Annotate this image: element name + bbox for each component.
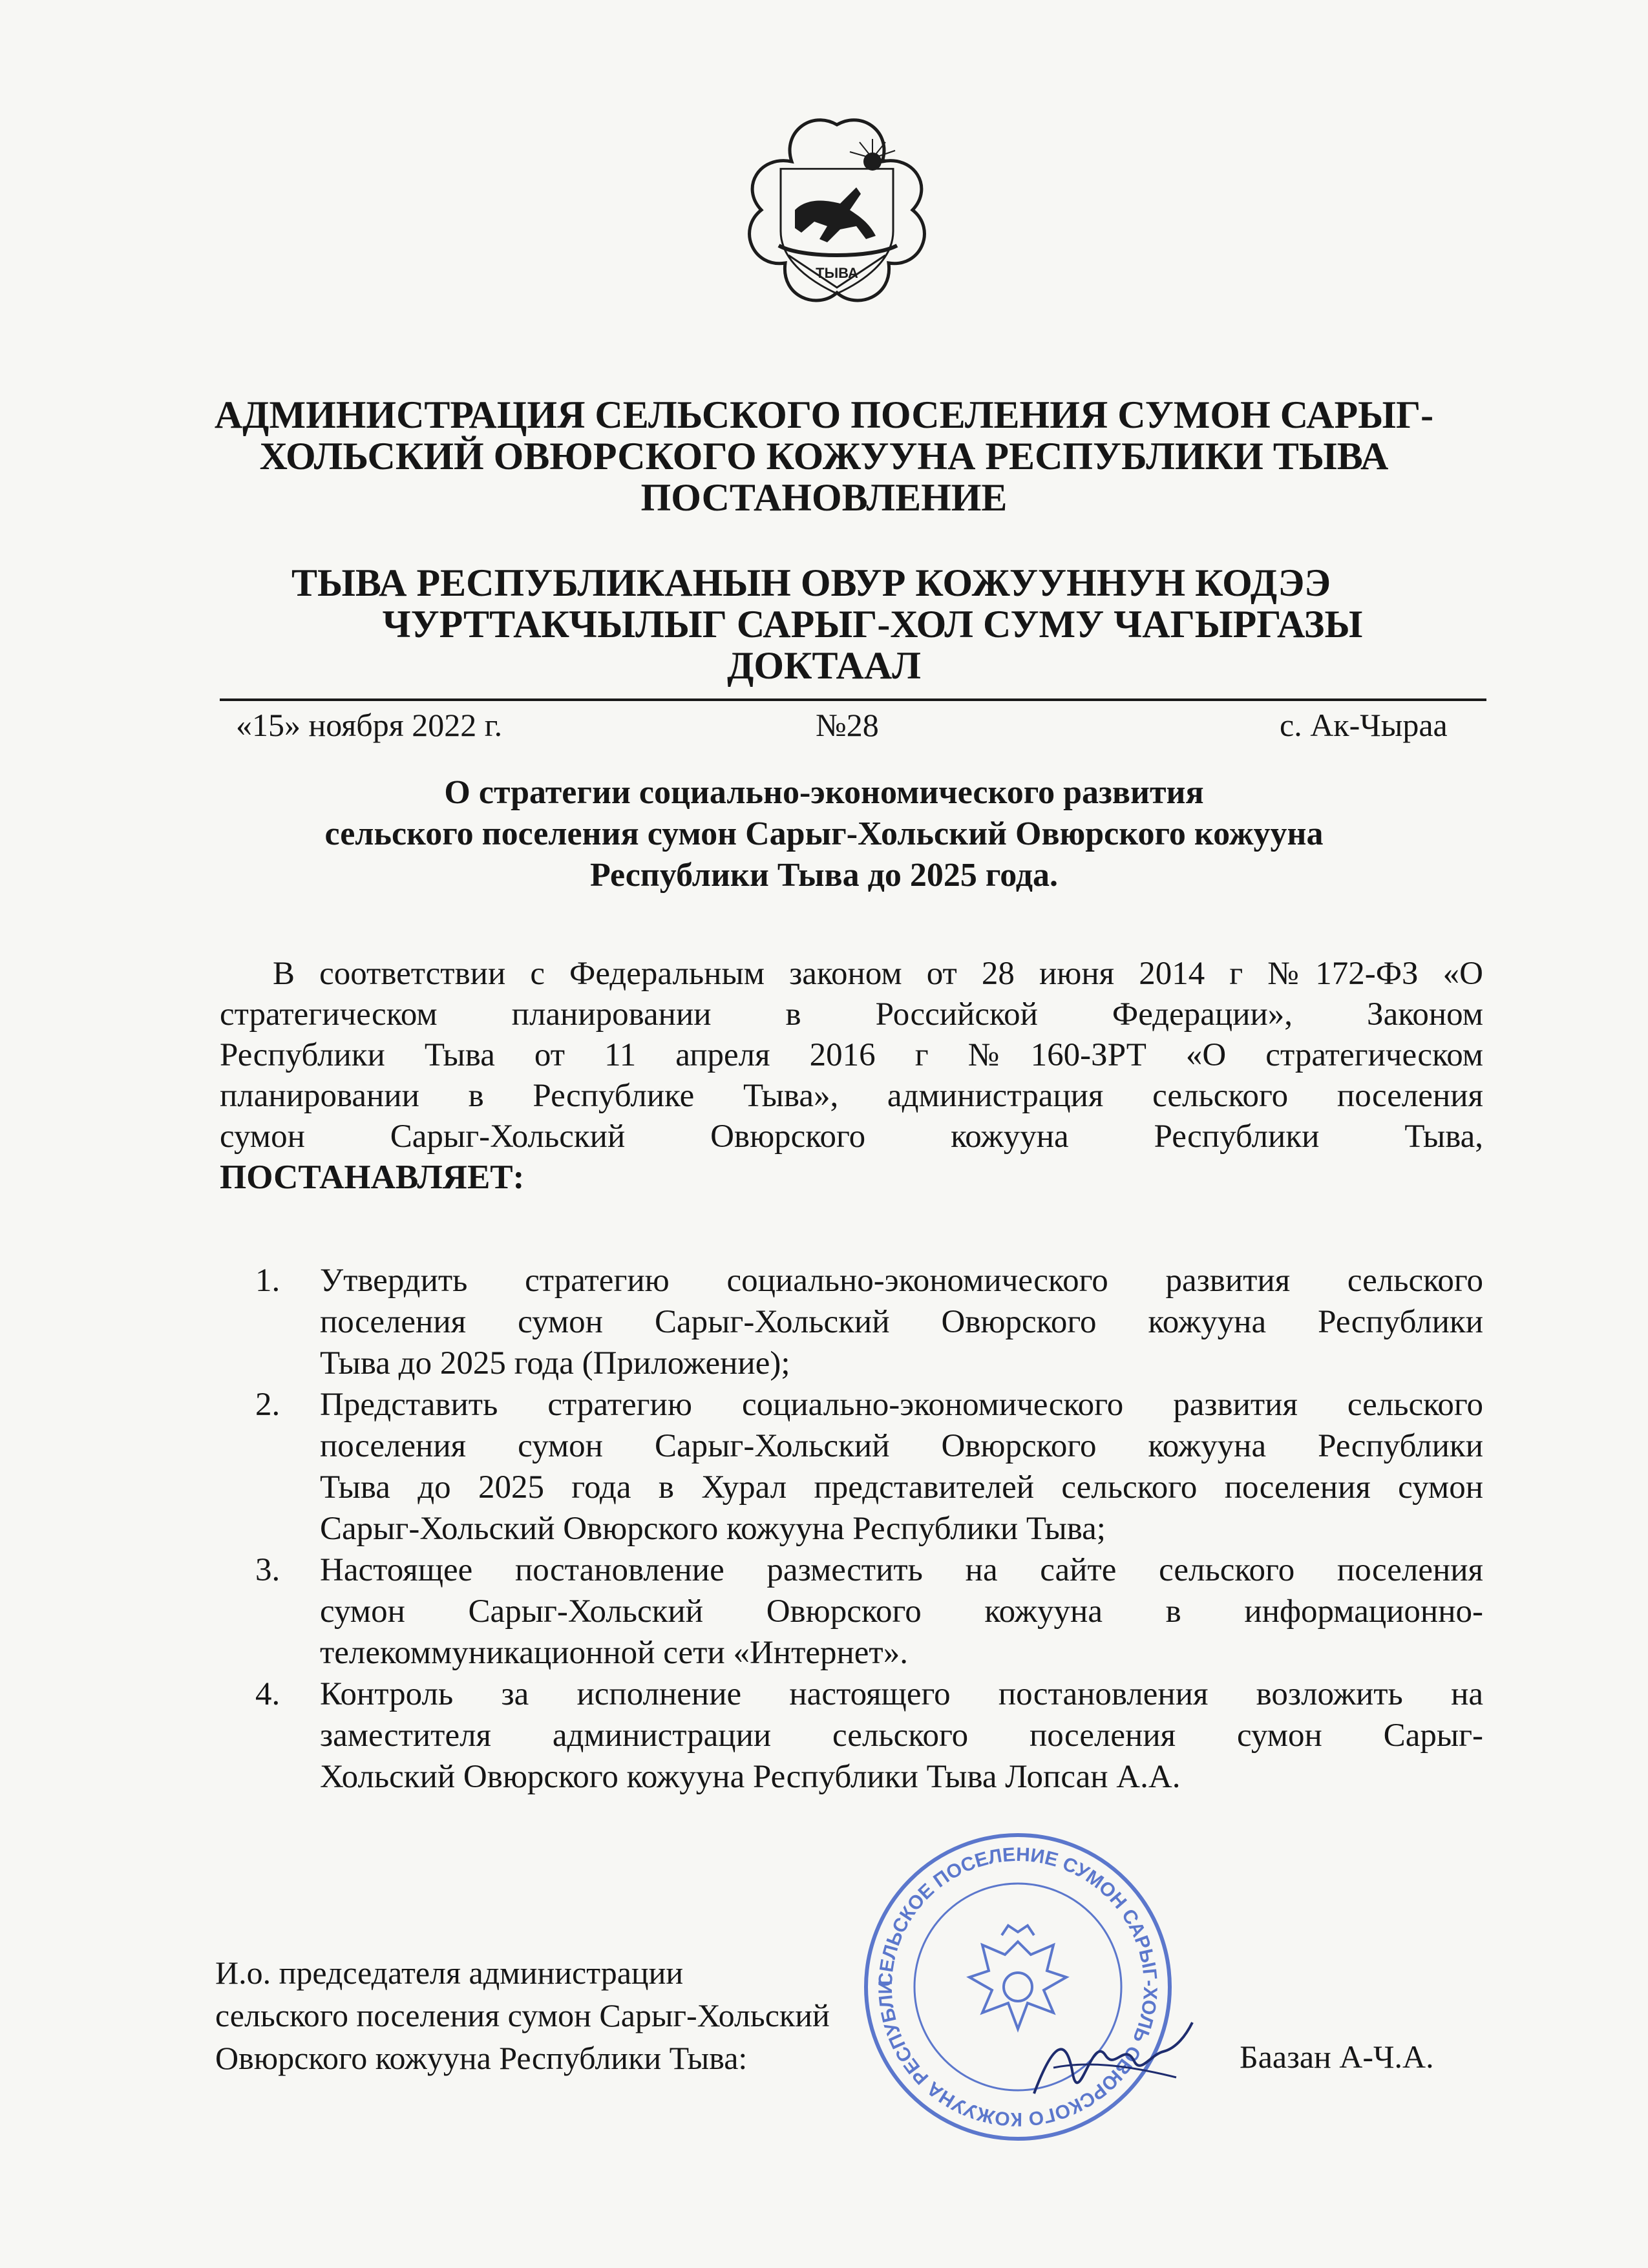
title-line: О стратегии социально-экономического развития <box>444 774 1204 811</box>
document-place: с. Ак-Чыраа <box>1280 707 1448 743</box>
header-divider <box>220 698 1486 701</box>
list-item <box>255 1549 1483 1674</box>
list-item-line: Тыва до 2025 года в Хурал представителей сельского поселения сумон <box>320 1469 1483 1506</box>
list-item-line: Утвердить стратегию социально-экономического развития сельского <box>320 1263 1483 1299</box>
title-line: Республики Тыва до 2025 года. <box>589 857 1059 894</box>
signer-title-line: сельского поселения сумон Сарыг-Хольский <box>215 1997 830 2033</box>
document-date: «15» ноября 2022 г. <box>236 707 503 743</box>
russian-eagle-icon <box>969 1926 1066 2029</box>
list-item-number: 4. <box>255 1676 280 1712</box>
signer-title-line: Овюрского кожууна Республики Тыва: <box>215 2040 748 2076</box>
signer-title-line: И.о. председателя администрации <box>215 1955 684 1991</box>
header-ru <box>194 394 1454 518</box>
list-item-number: 1. <box>255 1263 280 1299</box>
list-item-line: Настоящее постановление разместить на сайте сельского поселения <box>320 1552 1483 1588</box>
document-title <box>194 772 1454 896</box>
stamp-text: СЕЛЬСКОЕ ПОСЕЛЕНИЕ СУМОН САРЫГ-ХОЛЬ ОВЮРСКОГО КОЖУУНА РЕСПУБЛИ <box>874 1843 1161 2130</box>
list-item-line: Представить стратегию социально-экономического развития сельского <box>320 1387 1483 1423</box>
list-item <box>255 1260 1483 1384</box>
signature-block <box>215 1951 830 2079</box>
list-item-number: 3. <box>255 1552 280 1588</box>
header-ru-doc-type: ПОСТАНОВЛЕНИЕ <box>640 476 1008 519</box>
intro-line: планировании в Республике Тыва», администрация сельского поселения <box>220 1078 1483 1114</box>
header-ty-doc-type: ДОКТААЛ <box>727 644 921 687</box>
list-item-line: поселения сумон Сарыг-Хольский Овюрского кожууна Республики <box>320 1428 1483 1464</box>
intro-paragraph <box>220 954 1483 1199</box>
list-item-line: сумон Сарыг-Хольский Овюрского кожууна в информационно- <box>320 1593 1483 1630</box>
list-item-line: Контроль за исполнение настоящего постановления возложить на <box>320 1676 1483 1712</box>
header-ty-line: ТЫВА РЕСПУБЛИКАНЫН ОВУР КОЖУУННУН КОДЭЭ <box>291 562 1331 604</box>
list-item-line: Хольский Овюрского кожууна Республики Тыва Лопсан А.А. <box>320 1759 1181 1795</box>
intro-decree-line <box>220 1157 1483 1199</box>
header-ru-line: АДМИНИСТРАЦИЯ СЕЛЬСКОГО ПОСЕЛЕНИЯ СУМОН САРЫГ- <box>214 394 1434 436</box>
list-item-number: 2. <box>255 1387 280 1423</box>
intro-line: Республики Тыва от 11 апреля 2016 г №160-ЗРТ «О стратегическом <box>220 1037 1483 1073</box>
list-item-line: телекоммуникационной сети «Интернет». <box>320 1635 908 1671</box>
intro-line: сумон Сарыг-Хольский Овюрского кожууна Республики Тыва, <box>220 1118 1483 1155</box>
list-item-line: заместителя администрации сельского поселения сумон Сарыг- <box>320 1717 1483 1754</box>
list-item-line: Сарыг-Хольский Овюрского кожууна Республики Тыва; <box>320 1511 1106 1547</box>
decree-items <box>255 1260 1483 1798</box>
header-tuvan <box>194 562 1454 686</box>
list-item <box>255 1384 1483 1549</box>
intro-line: стратегическом планировании в Российской Федерации», Законом <box>220 996 1483 1033</box>
decree-word: ПОСТАНАВЛЯЕТ: <box>220 1159 525 1196</box>
document-number: №28 <box>816 707 879 743</box>
handwritten-signature <box>1028 2016 1196 2106</box>
list-item-line: поселения сумон Сарыг-Хольский Овюрского кожууна Республики <box>320 1304 1483 1340</box>
signer-name: Баазан А-Ч.А. <box>1240 2039 1434 2075</box>
svg-text:ТЫВА: ТЫВА <box>816 265 858 281</box>
list-item <box>255 1674 1483 1798</box>
intro-line: В соответствии с Федеральным законом от 28 июня 2014 г №172-ФЗ «О <box>273 956 1483 992</box>
tuva-emblem-icon <box>743 113 931 339</box>
header-ru-line: ХОЛЬСКИЙ ОВЮРСКОГО КОЖУУНА РЕСПУБЛИКИ ТЫВА <box>259 435 1389 478</box>
title-line: сельского поселения сумон Сарыг-Хольский Овюрского кожууна <box>324 815 1324 852</box>
list-item-line: Тыва до 2025 года (Приложение); <box>320 1345 790 1381</box>
header-ty-line: ЧУРТТАКЧЫЛЫГ САРЫГ-ХОЛ СУМУ ЧАГЫРГАЗЫ <box>382 603 1363 646</box>
